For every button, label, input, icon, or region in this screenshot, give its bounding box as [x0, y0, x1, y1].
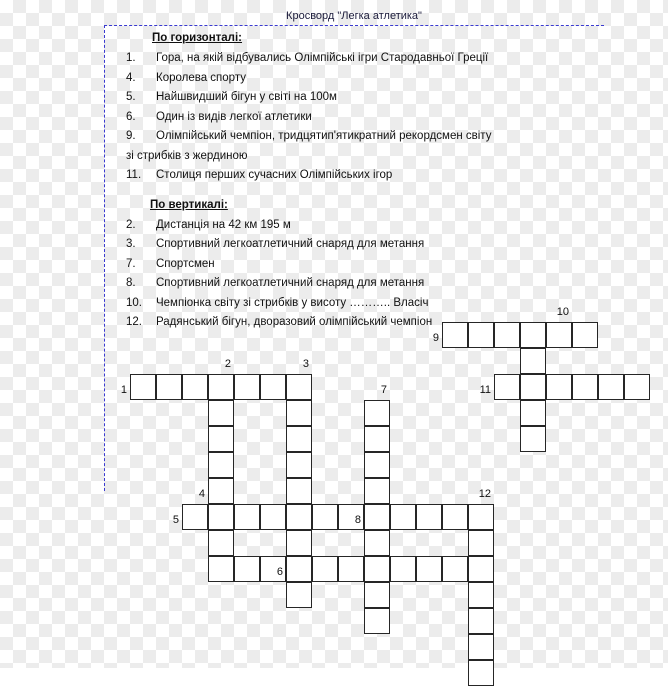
crossword-cell[interactable]	[572, 374, 598, 400]
crossword-cell[interactable]	[312, 504, 338, 530]
crossword-cell[interactable]	[598, 374, 624, 400]
crossword-cell[interactable]	[286, 452, 312, 478]
clue-text: Спортивний легкоатлетичний снаряд для метання	[156, 238, 425, 250]
crossword-cell[interactable]	[208, 400, 234, 426]
clue-text: Один із видів легкої атлетики	[156, 110, 312, 123]
page-title: Кросворд "Легка атлетика"	[286, 10, 422, 22]
crossword-cell[interactable]	[442, 504, 468, 530]
crossword-clue-number: 5	[172, 514, 179, 526]
crossword-cell[interactable]	[520, 374, 546, 400]
clue-text: Найшвидший бігун у світі на 100м	[156, 91, 337, 103]
crossword-cell[interactable]	[208, 530, 234, 556]
clue-text: Радянський бігун, дворазовий олімпійський чемпіон	[156, 316, 433, 328]
across-clue-11	[126, 167, 596, 183]
crossword-cell[interactable]	[234, 374, 260, 400]
crossword-cell[interactable]	[182, 374, 208, 400]
crossword-cell[interactable]	[208, 374, 234, 400]
crossword-cell[interactable]	[624, 374, 650, 400]
crossword-cell[interactable]	[494, 374, 520, 400]
crossword-cell[interactable]	[130, 374, 156, 400]
clue-number: 4.	[126, 71, 136, 84]
crossword-clue-number: 6	[276, 566, 283, 578]
crossword-cell[interactable]	[234, 504, 260, 530]
clue-number: 11.	[126, 169, 142, 181]
clue-number: 6.	[126, 110, 136, 123]
crossword-cell[interactable]	[442, 322, 468, 348]
crossword-clue-number: 10	[556, 306, 569, 318]
crossword-cell[interactable]	[208, 504, 234, 530]
crossword-clue-number: 8	[354, 514, 361, 526]
clue-number: 1.	[126, 52, 136, 64]
down-heading: По вертикалі:	[150, 198, 228, 211]
clue-text: Спортивний легкоатлетичний снаряд для метання	[156, 277, 425, 289]
crossword-cell[interactable]	[468, 530, 494, 556]
crossword-cell[interactable]	[286, 426, 312, 452]
crossword-cell[interactable]	[208, 478, 234, 504]
crossword-cell[interactable]	[234, 556, 260, 582]
section-gap	[126, 187, 596, 197]
crossword-clue-number: 2	[224, 358, 231, 370]
clue-text: Столиця перших сучасних Олімпійських ігор	[156, 169, 393, 181]
down-clue-2	[126, 217, 596, 233]
clue-text: Гора, на якій відбувались Олімпійські ігри Стародавньої Греції	[156, 52, 489, 64]
clue-text: Чемпіонка світу зі стрибків у висоту ……….. Власіч	[156, 296, 429, 309]
crossword-cell[interactable]	[364, 582, 390, 608]
clue-number: 10.	[126, 296, 142, 309]
crossword-cell[interactable]	[182, 504, 208, 530]
crossword-cell[interactable]	[364, 530, 390, 556]
crossword-cell[interactable]	[468, 582, 494, 608]
crossword-cell[interactable]	[468, 660, 494, 686]
crossword-cell[interactable]	[260, 374, 286, 400]
crossword-cell[interactable]	[286, 582, 312, 608]
crossword-cell[interactable]	[364, 478, 390, 504]
title-divider	[104, 25, 604, 26]
crossword-cell[interactable]	[468, 504, 494, 530]
across-clue-5	[126, 89, 596, 105]
crossword-cell[interactable]	[442, 556, 468, 582]
crossword-cell[interactable]	[208, 426, 234, 452]
crossword-clue-number: 4	[198, 488, 205, 500]
clue-number: 9.	[126, 130, 136, 142]
crossword-cell[interactable]	[364, 504, 390, 530]
clue-text: Олімпійський чемпіон, тридцятип'ятикратний рекордсмен світу	[156, 130, 492, 142]
crossword-cell[interactable]	[468, 608, 494, 634]
clue-text: Дистанція на 42 км 195 м	[156, 218, 291, 231]
crossword-cell[interactable]	[286, 530, 312, 556]
crossword-clue-number: 1	[120, 384, 127, 396]
crossword-cell[interactable]	[520, 400, 546, 426]
crossword-clue-number: 11	[479, 384, 491, 396]
crossword-cell[interactable]	[364, 608, 390, 634]
crossword-clue-number: 12	[478, 488, 491, 500]
across-clue-4	[126, 70, 596, 86]
crossword-cell[interactable]	[546, 322, 572, 348]
crossword-cell[interactable]	[572, 322, 598, 348]
clue-number: 3.	[126, 238, 136, 250]
down-clue-7	[126, 256, 596, 272]
clue-text: Спортсмен	[156, 257, 215, 270]
crossword-cell[interactable]	[286, 504, 312, 530]
crossword-clue-number: 7	[380, 384, 387, 396]
crossword-cell[interactable]	[286, 556, 312, 582]
down-clue-3	[126, 236, 596, 252]
crossword-cell[interactable]	[390, 504, 416, 530]
crossword-cell[interactable]	[520, 348, 546, 374]
across-clue-1	[126, 50, 596, 66]
crossword-cell[interactable]	[390, 556, 416, 582]
clue-text: Королева спорту	[156, 71, 246, 84]
crossword-cell[interactable]	[364, 452, 390, 478]
crossword-cell[interactable]	[546, 374, 572, 400]
crossword-clue-number: 3	[302, 358, 309, 370]
crossword-cell[interactable]	[208, 452, 234, 478]
crossword-cell[interactable]	[520, 426, 546, 452]
crossword-cell[interactable]	[286, 374, 312, 400]
crossword-cell[interactable]	[338, 556, 364, 582]
clue-number: 2.	[126, 218, 136, 231]
crossword-cell[interactable]	[494, 322, 520, 348]
across-heading: По горизонталі:	[152, 32, 243, 44]
crossword-cell[interactable]	[286, 400, 312, 426]
crossword-cell[interactable]	[468, 322, 494, 348]
across-clue-6	[126, 109, 596, 125]
clues-block	[126, 30, 596, 334]
crossword-cell[interactable]	[364, 556, 390, 582]
crossword-cell[interactable]	[286, 478, 312, 504]
clue-number: 8.	[126, 277, 136, 289]
crossword-cell[interactable]	[312, 556, 338, 582]
clue-number: 7.	[126, 257, 136, 270]
crossword-cell[interactable]	[364, 426, 390, 452]
across-clue-9	[126, 128, 596, 144]
crossword-cell[interactable]	[416, 504, 442, 530]
clue-number: 5.	[126, 91, 136, 103]
crossword-cell[interactable]	[416, 556, 442, 582]
crossword-cell[interactable]	[468, 634, 494, 660]
clue-number: 12.	[126, 316, 142, 328]
crossword-clue-number: 9	[432, 332, 439, 344]
crossword-cell[interactable]	[208, 556, 234, 582]
crossword-cell[interactable]	[156, 374, 182, 400]
crossword-cell[interactable]	[468, 556, 494, 582]
crossword-cell[interactable]	[260, 504, 286, 530]
down-clue-8	[126, 275, 596, 291]
crossword-grid	[104, 296, 664, 668]
crossword-cell[interactable]	[364, 400, 390, 426]
across-clue-9-continuation: зі стрибків з жердиною	[126, 149, 248, 162]
crossword-cell[interactable]	[520, 322, 546, 348]
